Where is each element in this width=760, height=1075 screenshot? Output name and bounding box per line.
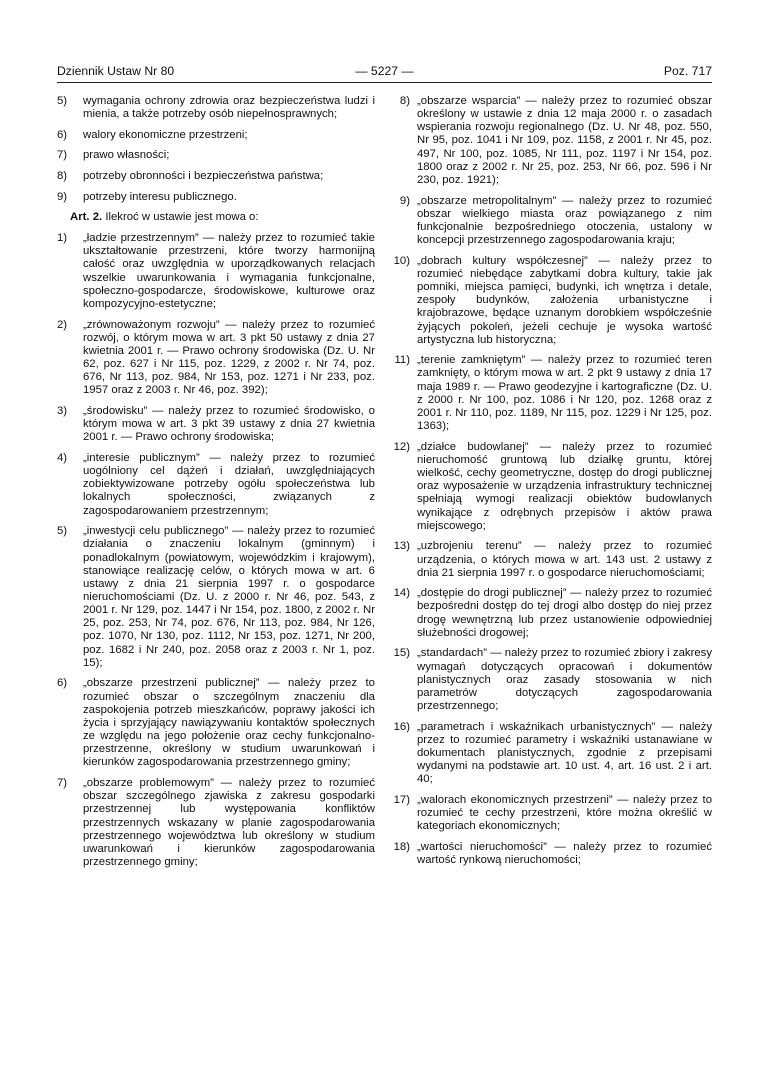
definition-item — [390, 587, 712, 640]
item-text: „dostępie do drogi publicznej” — należy przez to rozumieć bezpośredni dostęp do tej drogi albo dostęp do niej przez drogę wewnętrzną lub przez ustanowienie odpowiedniej służebności drogowej; — [417, 587, 712, 639]
item-text: „inwestycji celu publicznego” — należy przez to rozumieć działania o znaczeniu lokalnym (gminnym) i ponadlokalnym (powiatowym, wojewódzkim i krajowym), stanowiące realizację celów, o których mowa w art. 6 ustawy z dnia 21 sierpnia 1997 r. o gospodarce nieruchomościami (Dz. U. z 2000 r. Nr 46, poz. 543, z 2001 r. Nr 129, poz. 1447 i Nr 154, poz. 1800, z 2002 r. Nr 25, poz. 253, Nr 74, poz. 676, Nr 113, poz. 984, Nr 126, poz. 1070, Nr 130, poz. 1112, Nr 153, poz. 1271, Nr 200, poz. 1682 i Nr 240, poz. 2058 oraz z 2003 r. Nr 1, poz. 15); — [83, 525, 375, 669]
item-number: 13) — [393, 540, 410, 553]
definition-item — [390, 721, 712, 787]
item-number: 5) — [57, 95, 68, 107]
item-number: 14) — [393, 587, 410, 600]
item-text: prawo własności; — [83, 149, 170, 162]
criteria-item — [57, 129, 375, 142]
item-number: 9) — [399, 194, 410, 207]
item-number: 5) — [57, 525, 68, 538]
definition-item — [57, 319, 375, 398]
definition-item — [390, 441, 712, 533]
item-number: 15) — [393, 647, 410, 660]
item-text: „uzbrojeniu terenu” — należy przez to rozumieć urządzenia, o których mowa w art. 143 ust. 2 ustawy z dnia 21 sierpnia 1997 r. o gospodarce nieruchomościami; — [417, 540, 712, 579]
item-number: 9) — [57, 190, 68, 203]
item-number: 17) — [393, 794, 410, 806]
item-text: „terenie zamkniętym” — należy przez to rozumieć teren zamknięty, o którym mowa w art. 2 pkt 9 ustawy z dnia 17 maja 1989 r. — Prawo geodezyjne i kartograficzne (Dz. U. z 2000 r. Nr 100, poz. 1086 i Nr 120, poz. 1268 oraz z 2001 r. Nr 110, poz. 1189, Nr 115, poz. 1229 i Nr 125, poz. 1363); — [417, 354, 712, 433]
definition-item — [57, 525, 375, 670]
definition-item — [390, 841, 712, 867]
item-text: „parametrach i wskaźnikach urbanistycznych” — należy przez to rozumieć parametry i wskaźniki ustanawiane w dokumentach planistycznych, zgodnie z przepisami wydanymi na podstawie art. 10 ust. 4, art. 16 ust. 2 i art. 40; — [417, 720, 712, 786]
item-text: „walorach ekonomicznych przestrzeni” — należy przez to rozumieć te cechy przestrzeni, które można określić w kategoriach ekonomicznych; — [417, 794, 712, 833]
item-number: 6) — [57, 128, 68, 141]
left-column — [57, 95, 375, 877]
item-text: wymagania ochrony zdrowia oraz bezpieczeństwa ludzi i mienia, a także potrzeby osób niepełnosprawnych; — [83, 95, 375, 121]
item-text: potrzeby obronności i bezpieczeństwa państwa; — [83, 170, 324, 183]
item-number: 18) — [393, 840, 410, 853]
definition-item — [390, 95, 712, 187]
item-number: 6) — [57, 677, 68, 690]
item-number: 1) — [57, 232, 68, 245]
item-text: „obszarze wsparcia” — należy przez to rozumieć obszar określony w ustawie z dnia 12 maja 2000 r. o zasadach wspierania rozwoju regionalnego (Dz. U. Nr 48, poz. 550, Nr 95, poz. 1041 i Nr 109, poz. 1158, z 2001 r. Nr 45, poz. 497, Nr 100, poz. 1085, Nr 111, poz. 1197 i Nr 154, poz. 1800 oraz z 2002 r. Nr 25, poz. 253, Nr 66, poz. 596 i Nr 230, poz. 1921); — [417, 95, 712, 186]
item-text: „środowisku” — należy przez to rozumieć środowisko, o którym mowa w art. 3 pkt 39 ustawy z dnia 27 kwietnia 2001 r. — Prawo ochrony środowiska; — [83, 404, 375, 444]
item-text: „obszarze przestrzeni publicznej” — należy przez to rozumieć obszar o szczególnym znaczeniu dla zaspokojenia potrzeb mieszkańców, poprawy jakości ich życia i sprzyjający nawiązywaniu kontaktów społecznych ze względu na jego położenie oraz cechy funkcjonalno-przestrzenne, określony w studium uwarunkowań i kierunków zagospodarowania przestrzennego gminy; — [83, 677, 375, 769]
page-number: — 5227 — — [355, 64, 414, 78]
item-number: 8) — [57, 170, 68, 183]
definition-item — [57, 232, 375, 311]
item-number: 3) — [57, 404, 68, 417]
item-number: 2) — [57, 318, 68, 331]
item-number: 16) — [393, 720, 410, 733]
criteria-item — [57, 170, 375, 183]
item-text: „ładzie przestrzennym” — należy przez to rozumieć takie ukształtowanie przestrzeni, które tworzy harmonijną całość oraz uwzględnia w uporządkowanych relacjach wszelkie uwarunkowania i wymagania funkcjonalne, społeczno-gospodarcze, środowiskowe, kulturowe oraz kompozycyjno-estetyczne; — [83, 232, 375, 310]
item-number: 11) — [394, 354, 410, 367]
article-label: Art. 2. — [70, 211, 103, 224]
item-text: „wartości nieruchomości” — należy przez to rozumieć wartość rynkową nieruchomości; — [417, 840, 712, 867]
item-text: „obszarze problemowym” — należy przez to rozumieć obszar szczególnego zjawiska z zakresu gospodarki przestrzennej lub występowania konfliktów przestrzennych wskazany w planie zagospodarowania przestrzennego województwa lub określony w studium uwarunkowań i kierunków zagospodarowania przestrzennego gminy; — [83, 777, 375, 868]
item-number: 4) — [57, 451, 68, 464]
definition-item — [390, 195, 712, 248]
definition-item — [390, 540, 712, 579]
definition-item — [57, 452, 375, 518]
left-top-list — [57, 95, 375, 204]
item-number: 8) — [399, 95, 410, 107]
criteria-item — [57, 95, 375, 121]
item-text: walory ekonomiczne przestrzeni; — [83, 128, 248, 141]
item-text: „interesie publicznym” — należy przez to rozumieć uogólniony cel dążeń i działań, uwzględniających zobiektywizowane potrzeby ogółu społeczeństwa lub lokalnych społeczności, związanych z zagospodarowaniem przestrzennym; — [83, 451, 375, 517]
right-column — [390, 95, 712, 875]
definition-item — [57, 405, 375, 444]
item-number: 7) — [57, 777, 68, 790]
definition-item — [390, 354, 712, 433]
item-number: 10) — [393, 254, 410, 267]
article-intro: Ilekroć w ustawie jest mowa o: — [105, 211, 259, 224]
definition-item — [390, 647, 712, 713]
item-text: „zrównoważonym rozwoju” — należy przez to rozumieć rozwój, o którym mowa w art. 3 pkt 50 ustawy z dnia 27 kwietnia 2001 r. — Prawo ochrony środowiska (Dz. U. Nr 62, poz. 627 i Nr 115, poz. 1229, z 2002 r. Nr 74, poz. 676, Nr 113, poz. 984, Nr 153, poz. 1271 i Nr 233, poz. 1957 oraz z 2003 r. Nr 46, poz. 392); — [83, 318, 375, 397]
item-text: „obszarze metropolitalnym” — należy przez to rozumieć obszar wielkiego miasta oraz powiązanego z nim funkcjonalnie bezpośredniego otoczenia, ustalony w koncepcji przestrzennego zagospodarowania kraju; — [417, 194, 712, 247]
criteria-item — [57, 191, 375, 204]
definition-item — [390, 255, 712, 347]
item-text: „standardach” — należy przez to rozumieć zbiory i zakresy wymagań dotyczących opracowań i dokumentów planistycznych oraz zasady stosowania w nich parametrów dotyczących zagospodarowania przestrzennego; — [417, 647, 712, 713]
left-definitions-list — [57, 232, 375, 869]
page-header — [57, 62, 712, 83]
item-number: 7) — [57, 149, 68, 162]
criteria-item — [57, 149, 375, 162]
right-definitions-list — [390, 95, 712, 867]
item-number: 12) — [393, 440, 410, 453]
article-heading — [57, 211, 375, 224]
definition-item — [57, 677, 375, 769]
definition-item — [57, 777, 375, 869]
item-text: „działce budowlanej” — należy przez to rozumieć nieruchomość gruntową lub działkę gruntu, której wielkość, cechy geometryczne, dostęp do drogi publicznej oraz wyposażenie w urządzenia infrastruktury technicznej spełniają wymogi realizacji obiektów budowlanych wynikające z odrębnych przepisów i aktów prawa miejscowego; — [417, 440, 712, 532]
item-text: „dobrach kultury współczesnej” — należy przez to rozumieć niebędące zabytkami dobra kultury, takie jak pomniki, miejsca pamięci, budynki, ich wnętrza i detale, zespoły budynków, założenia urbanistyczne i krajobrazowe, będące uznanym dorobkiem współcześnie żyjących pokoleń, jeżeli cechuje je wysoka wartość artystyczna lub historyczna; — [417, 254, 712, 346]
definition-item — [390, 794, 712, 833]
item-text: potrzeby interesu publicznego. — [83, 190, 237, 203]
position-number: Poz. 717 — [663, 64, 712, 78]
journal-title: Dziennik Ustaw Nr 80 — [57, 64, 175, 78]
